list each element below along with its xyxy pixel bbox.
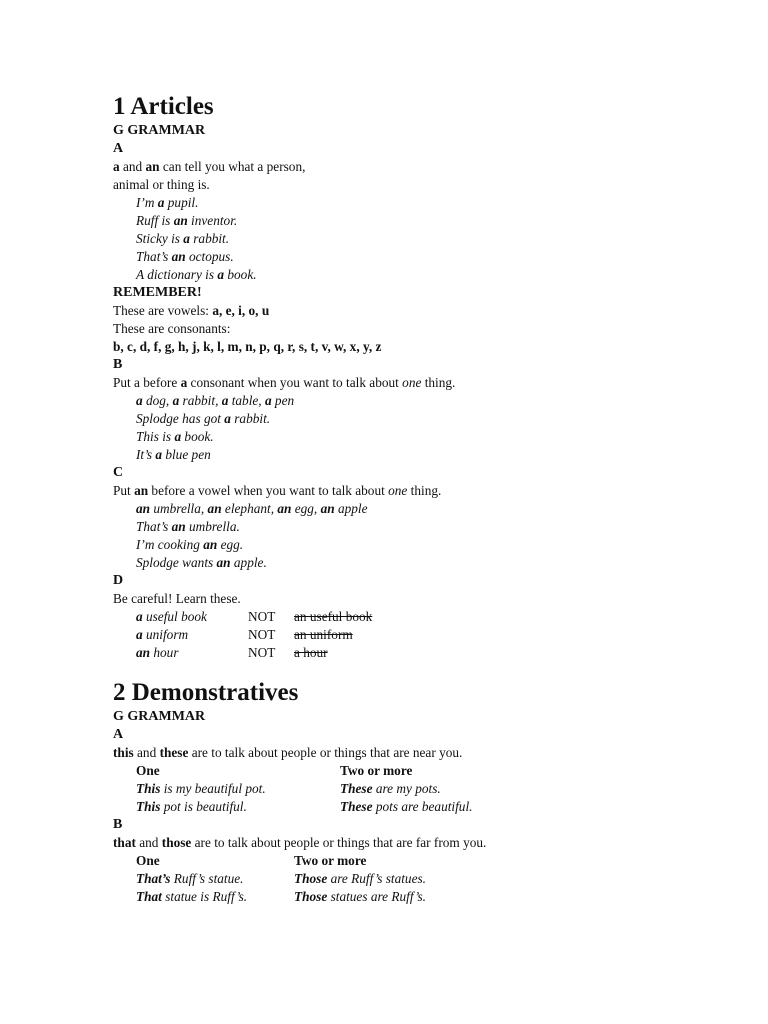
example-sentence: Splodge wants an apple. bbox=[136, 555, 267, 570]
rule-b-line: Put a before a consonant when you want to talk about one thing. bbox=[113, 375, 456, 390]
table-header: One Two or more bbox=[136, 763, 413, 778]
part-letter-a: A bbox=[113, 727, 124, 742]
articles-intro-line: a and an can tell you what a person, bbox=[113, 159, 306, 174]
part-letter-a: A bbox=[113, 141, 124, 156]
part-letter-b: B bbox=[113, 817, 123, 832]
table-row: This pot is beautiful. These pots are beautiful. bbox=[136, 799, 473, 814]
consonants-label: These are consonants: bbox=[113, 321, 231, 336]
example-sentence: That’s an umbrella. bbox=[136, 519, 240, 534]
example-sentence: Ruff is an inventor. bbox=[136, 213, 238, 228]
section-title-demonstratives: 2 Demonstratives bbox=[113, 679, 299, 706]
comparison-row: an hour NOT a hour bbox=[136, 645, 328, 660]
table-header: One Two or more bbox=[136, 853, 367, 868]
near-rule-line: this and these are to talk about people or things that are near you. bbox=[113, 745, 463, 760]
grammar-label: G GRAMMAR bbox=[113, 123, 206, 138]
example-sentence: I’m cooking an egg. bbox=[136, 537, 244, 552]
careful-line: Be careful! Learn these. bbox=[113, 591, 241, 606]
example-sentence: That’s an octopus. bbox=[136, 249, 234, 264]
near-table bbox=[113, 762, 733, 816]
example-sentence: It’s a blue pen bbox=[136, 447, 211, 462]
example-sentence: This is a book. bbox=[136, 429, 214, 444]
consonants-list: b, c, d, f, g, h, j, k, l, m, n, p, q, r, s, t, v, w, x, y, z bbox=[113, 339, 382, 354]
rule-c-line: Put an before a vowel when you want to talk about one thing. bbox=[113, 483, 442, 498]
example-sentence: Splodge has got a rabbit. bbox=[136, 411, 271, 426]
part-letter-d: D bbox=[113, 573, 124, 588]
document-page bbox=[113, 92, 733, 906]
table-row: That’s Ruff’s statue. Those are Ruff’s statues. bbox=[136, 871, 426, 886]
part-letter-b: B bbox=[113, 357, 123, 372]
table-row: This is my beautiful pot. These are my pots. bbox=[136, 781, 441, 796]
example-list: a dog, a rabbit, a table, a pen bbox=[136, 393, 295, 408]
vowels-line: These are vowels: a, e, i, o, u bbox=[113, 303, 270, 318]
comparison-row: a useful book NOT an useful book bbox=[136, 609, 373, 624]
grammar-label: G GRAMMAR bbox=[113, 709, 206, 724]
section-title-articles: 1 Articles bbox=[113, 93, 214, 120]
far-table bbox=[113, 852, 733, 906]
example-list: an umbrella, an elephant, an egg, an apple bbox=[136, 501, 368, 516]
articles-intro-line-2: animal or thing is. bbox=[113, 177, 210, 192]
example-sentence: A dictionary is a book. bbox=[136, 267, 257, 282]
part-letter-c: C bbox=[113, 465, 124, 480]
example-sentence: I’m a pupil. bbox=[136, 195, 199, 210]
remember-heading: REMEMBER! bbox=[113, 285, 202, 300]
example-sentence: Sticky is a rabbit. bbox=[136, 231, 230, 246]
comparison-row: a uniform NOT an uniform bbox=[136, 627, 353, 642]
table-row: That statue is Ruff’s. Those statues are Ruff’s. bbox=[136, 889, 426, 904]
far-rule-line: that and those are to talk about people or things that are far from you. bbox=[113, 835, 487, 850]
